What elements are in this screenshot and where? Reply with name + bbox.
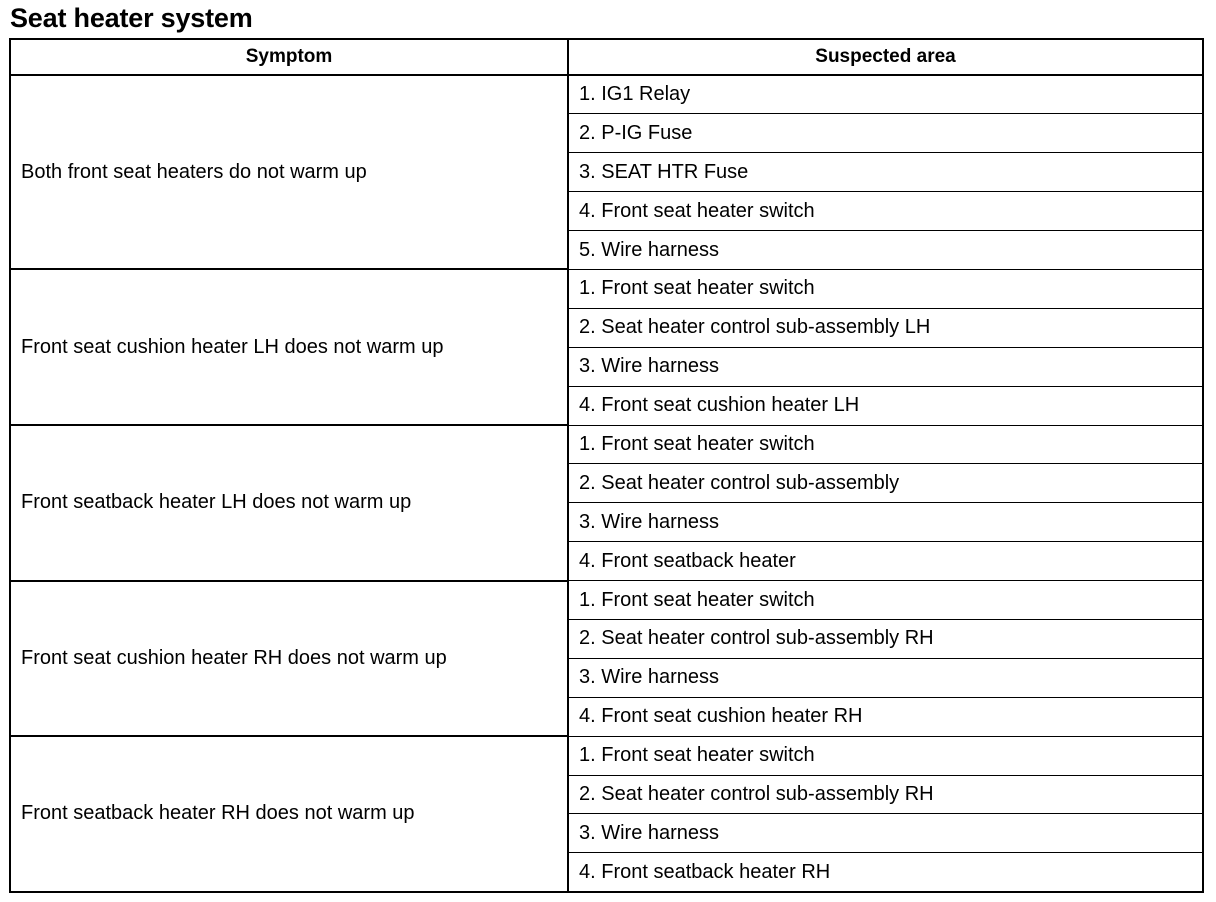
- suspected-area-cell: 4. Front seat cushion heater LH: [568, 386, 1203, 425]
- suspected-area-cell: 3. SEAT HTR Fuse: [568, 153, 1203, 192]
- suspected-area-cell: 2. P-IG Fuse: [568, 114, 1203, 153]
- suspected-area-cell: 4. Front seat cushion heater RH: [568, 697, 1203, 736]
- table-body: [10, 75, 1203, 892]
- suspected-area-cell: 4. Front seat heater switch: [568, 192, 1203, 231]
- suspected-area-cell: 1. Front seat heater switch: [568, 736, 1203, 775]
- symptom-cell: Front seatback heater LH does not warm up: [10, 425, 568, 581]
- table-row: [10, 75, 1203, 114]
- suspected-area-cell: 4. Front seatback heater RH: [568, 853, 1203, 892]
- suspected-area-cell: 2. Seat heater control sub-assembly RH: [568, 619, 1203, 658]
- suspected-area-cell: 3. Wire harness: [568, 347, 1203, 386]
- table-row: [10, 736, 1203, 775]
- symptom-column-header: Symptom: [10, 39, 568, 75]
- suspected-area-cell: 1. Front seat heater switch: [568, 269, 1203, 308]
- table-row: [10, 425, 1203, 464]
- suspected-area-cell: 3. Wire harness: [568, 814, 1203, 853]
- table-row: [10, 581, 1203, 620]
- symptom-cell: Front seat cushion heater RH does not warm up: [10, 581, 568, 737]
- symptom-cell: Both front seat heaters do not warm up: [10, 75, 568, 269]
- suspected-area-cell: 1. Front seat heater switch: [568, 425, 1203, 464]
- suspected-area-cell: 2. Seat heater control sub-assembly LH: [568, 308, 1203, 347]
- suspected-area-cell: 1. Front seat heater switch: [568, 581, 1203, 620]
- suspected-area-column-header: Suspected area: [568, 39, 1203, 75]
- table-row: [10, 269, 1203, 308]
- symptom-table: [9, 38, 1204, 893]
- symptom-cell: Front seatback heater RH does not warm up: [10, 736, 568, 892]
- suspected-area-cell: 4. Front seatback heater: [568, 542, 1203, 581]
- suspected-area-cell: 3. Wire harness: [568, 503, 1203, 542]
- header-row: [10, 39, 1203, 75]
- suspected-area-cell: 3. Wire harness: [568, 658, 1203, 697]
- page-title: Seat heater system: [10, 3, 253, 33]
- suspected-area-cell: 5. Wire harness: [568, 231, 1203, 270]
- suspected-area-cell: 2. Seat heater control sub-assembly RH: [568, 775, 1203, 814]
- suspected-area-cell: 2. Seat heater control sub-assembly: [568, 464, 1203, 503]
- symptom-cell: Front seat cushion heater LH does not warm up: [10, 269, 568, 425]
- suspected-area-cell: 1. IG1 Relay: [568, 75, 1203, 114]
